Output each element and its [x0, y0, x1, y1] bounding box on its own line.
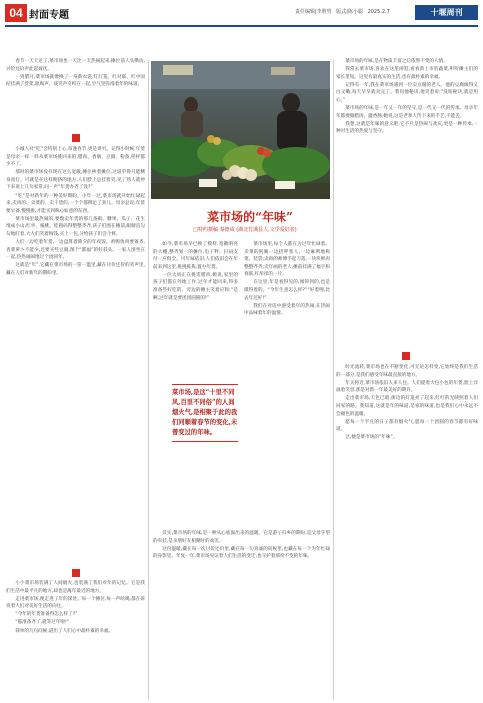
paragraph: 一到腊月,菜市场就像换了一身新衣裳,红灯笼、红对联、红中国结挂满了货架,吆喝声、谈笑声交织在一起,空气里弥漫着年的味道。 [6, 74, 145, 88]
paragraph: 小小菜市场装满了人间烟火,也装满了我们对年的记忆。它是我们生活中最平凡的地方,却也是离年最近的地方。 [6, 581, 145, 594]
paragraph: 我常去菜市场,喜欢在这里闲逛,看看新上市的蔬菜,听听摊主们的家长里短。这里有最真实的生活,也有最朴素的幸福。 [336, 67, 478, 80]
paragraph: 走进菜市场,便走进了年的深处。每一个摊位,每一声吆喝,都在诉说着人们对美好生活的向往。 [6, 596, 145, 610]
paragraph: 在这里,年是看得见的,闻得到的,也是摸得着的。“今年生意怎么样?”“好着哩,比去年还好!” [244, 280, 330, 301]
paragraph: “吃”是对新年的一种美好期盼。小年一过,菜市场就开始忙碌起来,卖肉的、卖菜的、卖干货的,一个个都铆足了劲儿。母亲总说,年货要早备,慢慢挑,才能买到称心如意的东西。 [6, 193, 145, 214]
article-byline: □特约撰稿 秦德成 (湖北竹溪县人,文学爱好者) [193, 227, 297, 233]
paragraph: 这,便是菜市场的“年味”。 [345, 435, 398, 441]
paragraph: 一位大妈正在挑选腊肉,她说,家里的孩子们都在外地工作,过年才能回来,得多准备些好吃的。旁边的摊主笑着应和:“是啊,过年就是要团团圆圆的!” [153, 272, 238, 301]
article-headline: 菜市场的“年味” [207, 210, 293, 224]
newspaper-brand: 十堰周刊 [415, 5, 478, 20]
paragraph: 这份温暖,藏在每一次讨价还价里,藏在每一句真诚的问候里,也藏在每一个为年忙碌的身影里。年复一年,菜市场见证着人们生活的变迁,也守护着那份不变的年味。 [153, 546, 330, 560]
body-column-2a-left [153, 241, 238, 381]
issue-date: 2025.2.7 [367, 9, 390, 15]
column-divider [148, 60, 149, 700]
paragraph: 如今,菜市场早已换了模样,宽敞明亮的大棚,整齐划一的摊位,电子秤、扫码支付一应俱全。可年味依旧,人们依旧会在年前来到这里,挑挑拣拣,置办年货。 [153, 242, 238, 270]
paragraph: 我想,这就是年味的意义吧,它不只是热闹与欢庆,更是一种传承,一种对生活的热爱与坚守。 [336, 121, 478, 135]
paragraph: 其实,菜市场的年味,是一种从心底溢出来的温暖。它是游子归乡的期盼,是父母守望的牵挂,是亲朋好友相聚时的欢笑。 [153, 531, 330, 544]
paragraph: 菜市场的年味,是一年又一年的坚守,是一代又一代的传承。母亲年年都要做腊肉、灌香肠,她说,这是老辈人传下来的手艺,不能丢。 [336, 106, 478, 119]
page-header [0, 0, 483, 26]
paragraph: 小城人对“吃”会特别上心,每逢春节,更是讲究。记得小时候,年货是母亲一样一样从菜市场挑回来的,腊肉、香肠、豆腐、粉条,样样都少不了。 [6, 147, 145, 168]
designer-credit: 版式|陈小聪 [336, 9, 363, 15]
vegetable-stall-image [151, 61, 330, 199]
paragraph: 春节一天天近了,菜市场也一天比一天热闹起来,摊位前人头攒动,讨价还价声此起彼伏。 [6, 59, 145, 72]
paragraph: 记得有一年,我在菜市场遇到一位卖豆腐的老人。他的豆腐做得又白又嫩,每天早早就卖完了。我问他秘诀,他笑着说:“没啥秘诀,就是用心。” [336, 82, 478, 103]
section-title: 封面专题 [29, 10, 69, 21]
body-column-3b [336, 364, 478, 698]
market-photo [151, 61, 330, 199]
paragraph: 我们在对话中感受着年的热闹,在热闹中品味着年的温情。 [244, 303, 330, 317]
paragraph: 人们一边吃着年货,一边盘算着除夕的年夜饭。鸡鸭鱼肉要备齐,青菜萝卜不能少,还要买些豆腐,图个“都福”的好彩头。一家人围坐在一起,热热闹闹地过个团圆年。 [6, 240, 145, 261]
body-column-1c [6, 580, 145, 698]
paragraph: 菜市场的年味,是在物质丰富之后依然不变的人情。 [345, 59, 448, 64]
paragraph: 走出菜市场,天色已暗,街边的灯笼亮了起来,红红的光映照着人们回家的路。我知道,这就是年的味道,是家的味道,也是我们心中永远不会褪色的温暖。 [336, 396, 478, 417]
paragraph: 那时的菜市场没有现在这么宽敞,摊位挨着摊位,过道窄得只能侧身而行。可就是在这样拥挤的地方,人们脸上总挂着笑,见了熟人就停下来说上几句家常,问一声“年货办齐了没?” [6, 170, 145, 191]
editor-credit: 责任编辑|李胜男 [295, 9, 332, 15]
body-column-2a-lower [153, 472, 238, 522]
body-column-2b [153, 530, 330, 698]
paragraph: 时光流转,菜市场也在不断变化,可无论怎样变,它始终是我们生活的一部分,是我们感受年味最直接的地方。 [336, 365, 478, 378]
section-marker [72, 134, 80, 142]
paragraph: 菜市场里最热闹的,要数卖年货的那几条街。糖果、瓜子、花生堆成小山,红枣、核桃、桂圆码得整整齐齐,孩子们围在摊前,眼睛直勾勾地盯着,大人们笑着掏钱,买上一包,分给孩子们尝个鲜。 [6, 216, 145, 238]
paragraph: 这就是“年”,它藏在菜市场的一筐一篮里,藏在讨价还价的笑声里,藏在人们对新年的期盼里。 [6, 263, 145, 276]
paragraph: 愿每一个平凡的日子都有烟火气,愿每一个团圆的春节都有好味道。 [336, 419, 478, 433]
page-number: 04 [5, 4, 27, 22]
paragraph: “今年的年货准备得怎么样了?” [15, 612, 78, 618]
section-marker [402, 352, 410, 360]
paragraph: 年关将近,菜市场依旧人来人往。人们提着大包小包的年货,脸上洋溢着笑容,那是对新一年最美好的期许。 [336, 380, 478, 394]
section-marker [72, 569, 80, 577]
paragraph: 简单的几句问候,道出了人们心中最朴素的幸福。 [15, 628, 114, 634]
header-rule [5, 25, 478, 27]
paragraph: 菜市场里,每个人都在为过年忙碌着。卖菜的阿姨一边招呼客人,一边麻利地称菜、装袋;卖肉的师傅手起刀落,一块块鲜肉整整齐齐;卖年画的老人,摊前挂满了福字和春联,红彤彤的一片。 [244, 242, 330, 278]
column-divider [333, 60, 334, 700]
pull-quote: 菜市场,是这“十里不同风,百里不同俗”的人间烟火气,是相聚于此的我们同顺着春节的变化,未曾变过的年味。 [172, 384, 238, 442]
body-column-2a-right [244, 241, 330, 521]
body-column-3a [336, 58, 478, 348]
paragraph: “都准备齐了,就等过年啦!” [15, 620, 70, 626]
body-column-1a [6, 58, 145, 130]
page-meta [295, 8, 393, 15]
body-column-1b [6, 146, 145, 566]
